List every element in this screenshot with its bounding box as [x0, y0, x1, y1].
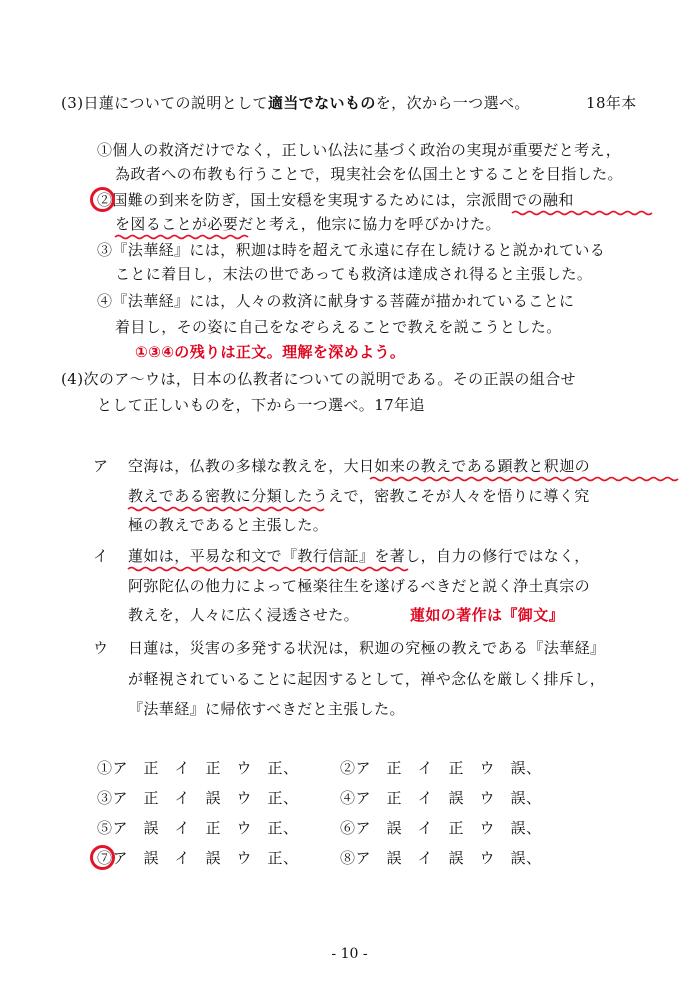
q3-option-1-line2: 為政者への布教も行うことで，現実社会を仏国土とすることを目指した。	[115, 165, 623, 183]
q4-stem-line2: として正しいものを，下から一つ選べ。17年追	[97, 396, 425, 414]
q3-option-2-line1: ②国難の到来を防ぎ，国土安穏を実現するためには，宗派間での融和	[97, 191, 574, 209]
q4-item-i-note: 蓮如の著作は『御文』	[410, 606, 565, 624]
q4-item-i-line3: 教えを，人々に広く浸透させた。	[128, 606, 360, 624]
choice-1: ①ア 正 イ 正 ウ 正、	[97, 759, 299, 777]
q4-item-u-line1: 日蓮は，災害の多発する状況は，釈迦の究極の教えである『法華経』	[128, 639, 606, 657]
q3-option-4-line1: ④『法華経』には，人々の救済に献身する菩薩が描かれていることに	[97, 292, 575, 310]
choice-5: ⑤ア 誤 イ 正 ウ 正、	[97, 819, 299, 837]
q4-item-a-line1: 空海は，仏教の多様な教えを，大日如来の教えである顕教と釈迦の	[128, 457, 591, 475]
q4-item-u-line2: が軽視されていることに起因するとして，禅や念仏を厳しく排斥し，	[128, 670, 606, 688]
q3-note: ①③④の残りは正文。理解を深めよう。	[135, 343, 406, 361]
q4-item-a-label: ア	[93, 457, 109, 475]
wavy-underline-mark	[370, 476, 678, 482]
q4-item-a-line2: 教えである密教に分類したうえで，密教こそが人々を悟りに導く究	[128, 487, 590, 505]
q4-item-i-line1: 蓮如は，平易な和文で『教行信証』を著し，自力の修行ではなく，	[128, 547, 590, 565]
wavy-underline-mark	[128, 566, 408, 572]
q4-item-u-label: ウ	[93, 639, 109, 657]
wavy-underline-mark	[115, 234, 248, 240]
q3-option-1-line1: ①個人の救済だけでなく，正しい仏法に基づく政治の実現が重要だと考え，	[97, 141, 622, 159]
q3-option-3-line1: ③『法華経』には，釈迦は時を超えて永遠に存在し続けると説かれている	[97, 241, 606, 259]
q3-option-4-line2: 着目し，その姿に自己をなぞらえることで教えを説こうとした。	[115, 318, 562, 336]
q3-stem-prefix: (3)日蓮についての説明として	[61, 94, 268, 112]
q3-stem-emphasis: 適当でないもの	[267, 94, 376, 112]
q4-item-u-line3: 『法華経』に帰依すべきだと主張した。	[128, 700, 405, 718]
q3-source: 18年本	[586, 94, 637, 112]
q3-option-3-line2: ことに着目し，末法の世であっても救済は達成され得ると主張した。	[115, 265, 593, 283]
choice-4: ④ア 正 イ 誤 ウ 誤、	[340, 789, 542, 807]
q4-stem-line1: (4)次のア～ウは，日本の仏教者についての説明である。その正誤の組合せ	[61, 370, 576, 388]
wavy-underline-mark	[128, 506, 324, 512]
choice-3: ③ア 正 イ 誤 ウ 正、	[97, 789, 299, 807]
q3-stem	[61, 92, 530, 114]
page-number: - 10 -	[331, 946, 368, 962]
answer-circle-mark	[90, 187, 115, 212]
wavy-underline-mark	[512, 210, 652, 216]
q4-item-i-label: イ	[93, 547, 109, 565]
answer-circle-mark	[90, 845, 115, 870]
choice-8: ⑧ア 誤 イ 誤 ウ 誤、	[340, 849, 542, 867]
q4-item-a-line3: 極の教えであると主張した。	[128, 516, 329, 534]
q3-option-2-line2: を図ることが必要だと考え，他宗に協力を呼びかけた。	[115, 215, 501, 233]
choice-7: ⑦ア 誤 イ 誤 ウ 正、	[97, 849, 299, 867]
q4-item-i-line2: 阿弥陀仏の他力によって極楽往生を遂げるべきだと説く浄土真宗の	[128, 577, 591, 595]
q3-stem-suffix: を，次から一つ選べ。	[375, 94, 530, 112]
choice-2: ②ア 正 イ 正 ウ 誤、	[340, 759, 542, 777]
choice-6: ⑥ア 誤 イ 正 ウ 誤、	[340, 819, 542, 837]
